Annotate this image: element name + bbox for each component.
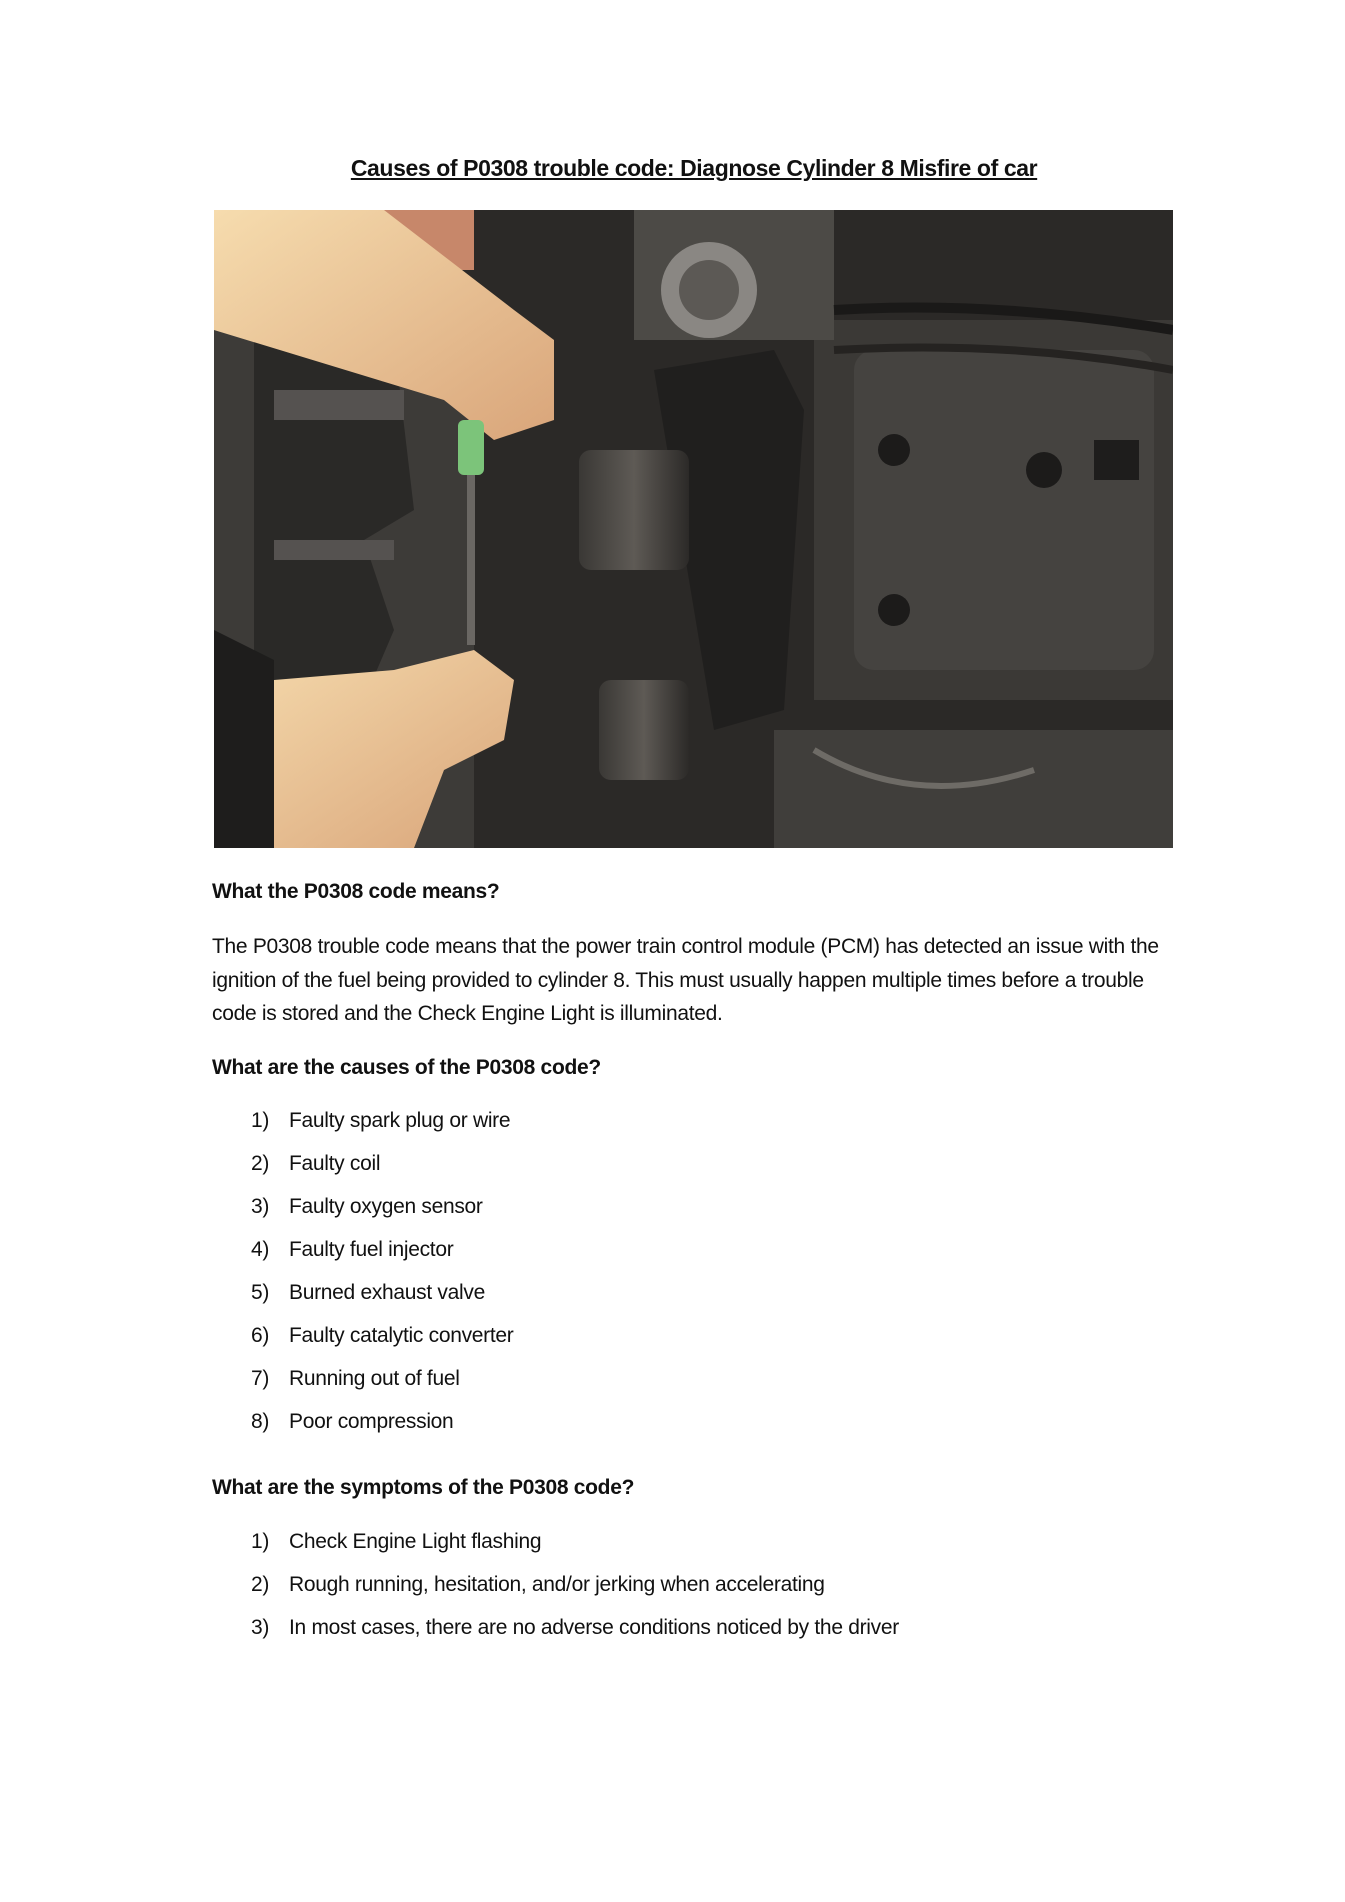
section-heading-causes: What are the causes of the P0308 code?	[212, 1056, 601, 1079]
engine-photo	[214, 210, 1173, 848]
list-number: 4)	[251, 1238, 270, 1261]
list-text: In most cases, there are no adverse conditions noticed by the driver	[289, 1616, 899, 1639]
list-number: 2)	[251, 1573, 270, 1596]
list-text: Running out of fuel	[289, 1367, 460, 1390]
list-text: Poor compression	[289, 1410, 454, 1433]
section-heading-meaning: What the P0308 code means?	[212, 880, 500, 903]
list-number: 2)	[251, 1152, 270, 1175]
list-number: 3)	[251, 1616, 270, 1639]
page-title: Causes of P0308 trouble code: Diagnose Cylinder 8 Misfire of car	[350, 155, 1038, 181]
list-text: Faulty oxygen sensor	[289, 1195, 483, 1218]
list-text: Burned exhaust valve	[289, 1281, 485, 1304]
list-text: Rough running, hesitation, and/or jerking when accelerating	[289, 1573, 825, 1596]
meaning-paragraph: The P0308 trouble code means that the power train control module (PCM) has detected an issue with the ignition of the fuel being provided to cylinder 8. This must usually happen multiple times before a trouble code is stored and the Check Engine Light is illuminated.	[212, 935, 1159, 1025]
list-text: Faulty coil	[289, 1152, 381, 1175]
list-text: Faulty catalytic converter	[289, 1324, 514, 1347]
list-text: Faulty fuel injector	[289, 1238, 454, 1261]
list-text: Faulty spark plug or wire	[289, 1109, 511, 1132]
section-heading-symptoms: What are the symptoms of the P0308 code?	[212, 1476, 635, 1499]
list-number: 1)	[251, 1530, 270, 1553]
list-number: 1)	[251, 1109, 270, 1132]
list-text: Check Engine Light flashing	[289, 1530, 542, 1553]
list-number: 6)	[251, 1324, 270, 1347]
list-number: 5)	[251, 1281, 270, 1304]
list-number: 7)	[251, 1367, 270, 1390]
list-number: 8)	[251, 1410, 270, 1433]
engine-photo-icon	[214, 210, 1173, 848]
list-number: 3)	[251, 1195, 270, 1218]
